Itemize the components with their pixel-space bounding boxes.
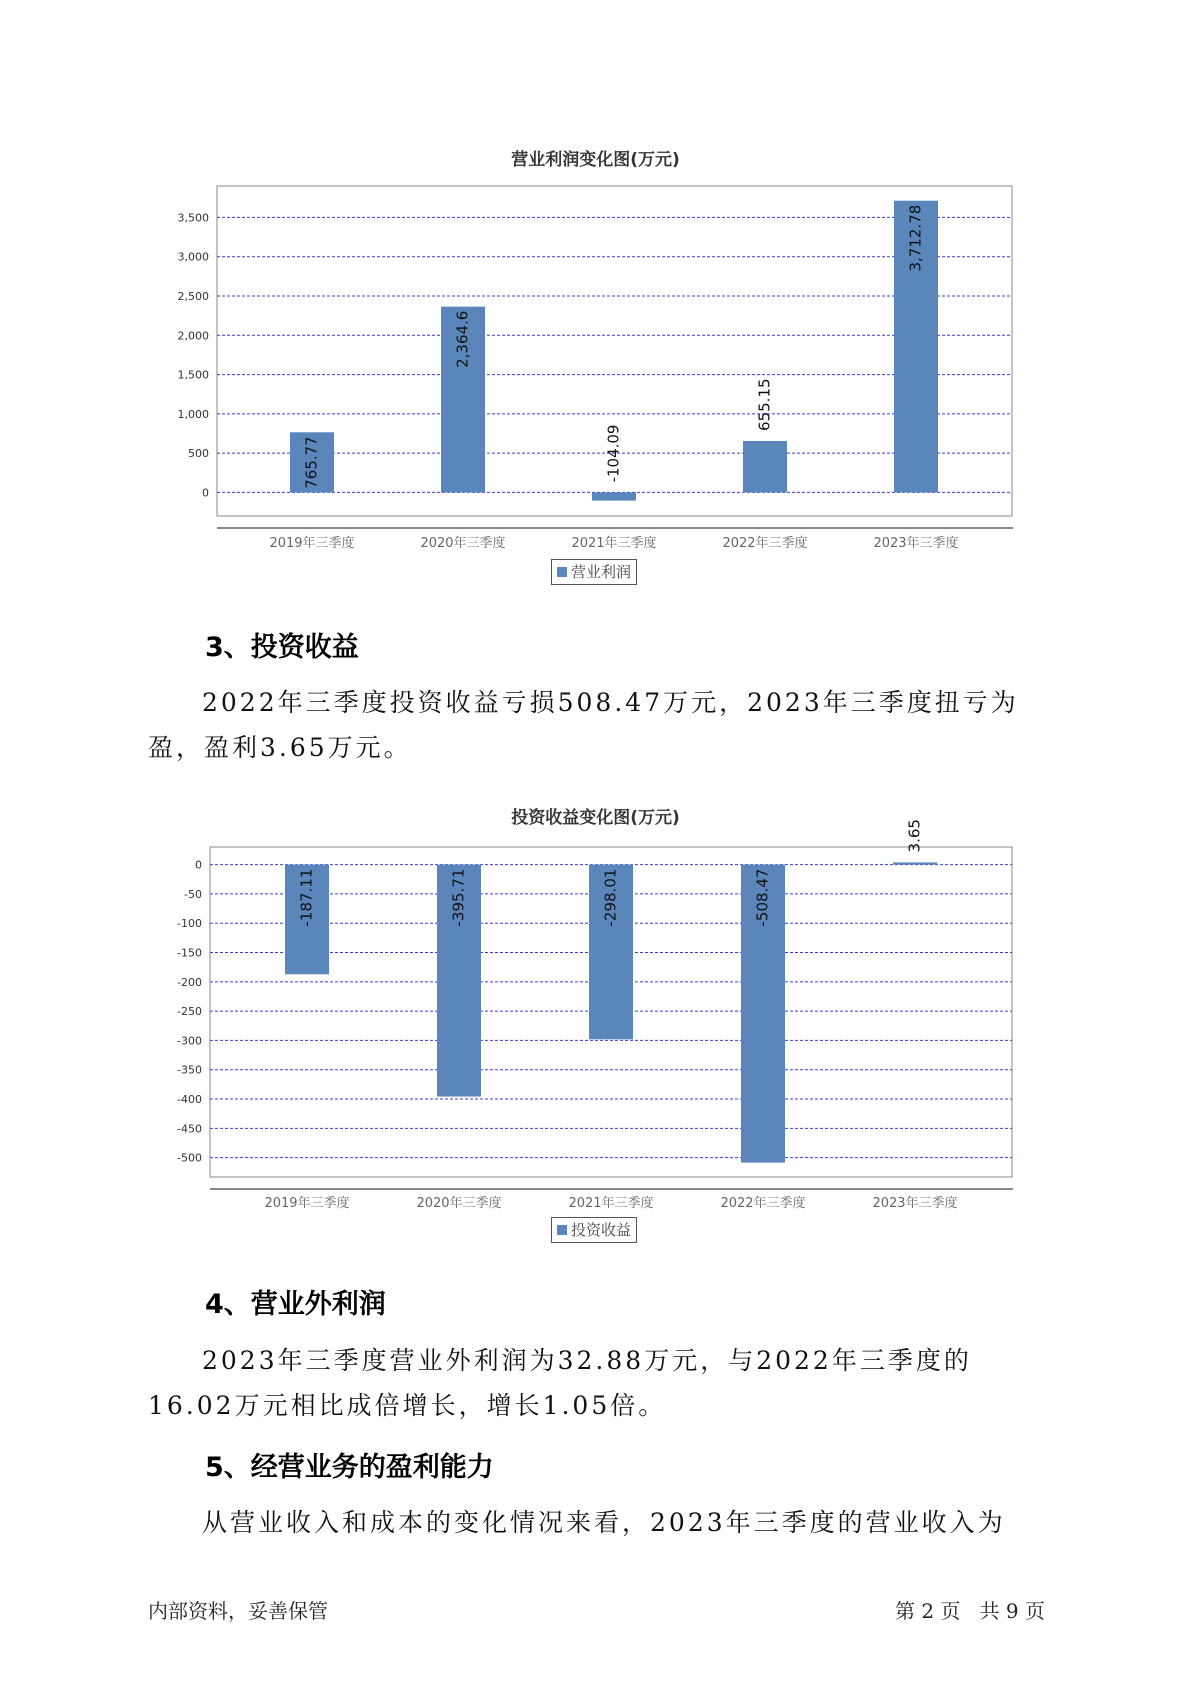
- data-label: -508.47: [753, 868, 772, 927]
- y-tick-label: -500: [177, 1151, 202, 1165]
- x-tick-label: 2021年三季度: [568, 1196, 654, 1211]
- chart-title-investment-income: 投资收益变化图(万元): [511, 808, 680, 828]
- x-tick-label: 2020年三季度: [416, 1196, 502, 1211]
- y-tick-label: -450: [177, 1122, 202, 1136]
- legend-swatch: [557, 1225, 567, 1235]
- x-tick-label: 2019年三季度: [269, 536, 355, 551]
- data-label: 2,364.6: [453, 310, 472, 368]
- chart-legend-investment-income: [551, 1217, 637, 1243]
- x-tick-label: 2021年三季度: [571, 536, 657, 551]
- x-tick-label: 2022年三季度: [720, 1196, 806, 1211]
- data-label: 3,712.78: [906, 204, 925, 272]
- data-label: 655.15: [755, 378, 774, 431]
- y-tick-label: 500: [188, 447, 209, 461]
- section-heading-profitability: 5、经营业务的盈利能力: [205, 1452, 494, 1483]
- y-tick-label: 0: [202, 486, 209, 500]
- y-tick-label: 1,500: [177, 368, 209, 382]
- x-tick-label: 2023年三季度: [873, 536, 959, 551]
- y-tick-label: 2,000: [177, 329, 209, 343]
- y-tick-label: -50: [184, 887, 202, 901]
- chart-title-operating-profit: 营业利润变化图(万元): [511, 150, 680, 170]
- data-label: 765.77: [302, 436, 321, 489]
- data-label: -104.09: [604, 424, 623, 483]
- y-tick-label: -400: [177, 1093, 202, 1107]
- section-heading-non-operating: 4、营业外利润: [205, 1289, 386, 1320]
- data-label: -187.11: [297, 868, 316, 927]
- footer-page-number: 第 2 页 共 9 页: [895, 1599, 1045, 1623]
- x-tick-label: 2019年三季度: [264, 1196, 350, 1211]
- x-tick-label: 2023年三季度: [872, 1196, 958, 1211]
- legend-label: 投资收益: [571, 1221, 632, 1239]
- x-tick-label: 2020年三季度: [420, 536, 506, 551]
- y-tick-label: 3,000: [177, 250, 209, 264]
- footer-left: 内部资料，妥善保管: [148, 1599, 328, 1623]
- data-label: -395.71: [449, 868, 468, 927]
- section-heading-investment: 3、投资收益: [205, 632, 359, 663]
- y-tick-label: -100: [177, 917, 202, 931]
- data-label: -298.01: [601, 868, 620, 927]
- y-tick-label: 1,000: [177, 407, 209, 421]
- data-label: 3.65: [905, 819, 924, 853]
- y-tick-label: 0: [195, 858, 202, 872]
- y-tick-label: -300: [177, 1034, 202, 1048]
- y-tick-label: 2,500: [177, 290, 209, 303]
- y-tick-label: -150: [177, 946, 202, 960]
- paragraph-investment: 2022年三季度投资收益亏损508.47万元，2023年三季度扭亏为盈，盈利3.65万元。: [148, 688, 1019, 762]
- y-tick-label: -350: [177, 1063, 202, 1077]
- paragraph-profitability: 从营业收入和成本的变化情况来看，2023年三季度的营业收入为: [202, 1508, 1006, 1537]
- y-tick-label: -250: [177, 1005, 202, 1019]
- y-tick-label: 3,500: [177, 211, 209, 225]
- y-tick-label: -200: [177, 975, 202, 989]
- legend-label: 营业利润: [571, 563, 632, 581]
- bar: [893, 862, 937, 864]
- x-tick-label: 2022年三季度: [722, 536, 808, 551]
- paragraph-non-operating: 2023年三季度营业外利润为32.88万元，与2022年三季度的16.02万元相比成倍增长，增长1.05倍。: [148, 1346, 972, 1420]
